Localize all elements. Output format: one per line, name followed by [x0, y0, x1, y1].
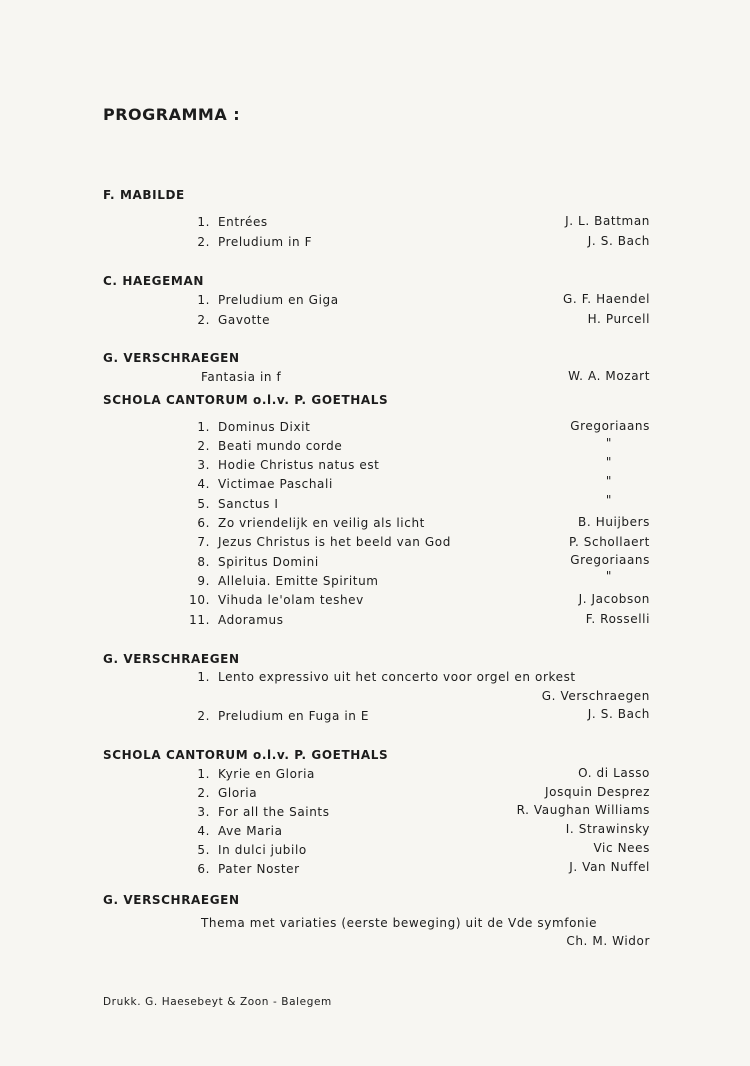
work-title: Ave Maria: [218, 824, 283, 838]
item-number: 8.: [197, 555, 210, 569]
ditto-mark: ": [605, 436, 612, 450]
work-title: Preludium in F: [218, 235, 313, 249]
performer-heading: SCHOLA CANTORUM o.l.v. P. GOETHALS: [103, 748, 389, 762]
composer-name: F. Rosselli: [585, 612, 650, 626]
work-title: Jezus Christus is het beeld van God: [218, 535, 451, 549]
composer-name: I. Strawinsky: [565, 822, 650, 836]
item-number: 2.: [197, 313, 210, 327]
item-number: 6.: [197, 516, 210, 530]
printer-credit: Drukk. G. Haesebeyt & Zoon - Balegem: [103, 996, 332, 1008]
composer-name: G. Verschraegen: [541, 689, 650, 703]
item-number: 5.: [197, 843, 210, 857]
ditto-mark: ": [605, 455, 612, 469]
composer-name: J. Jacobson: [578, 592, 650, 606]
composer-name: Josquin Desprez: [545, 785, 650, 799]
work-title: For all the Saints: [218, 805, 330, 819]
item-number: 10.: [189, 593, 210, 607]
item-number: 1.: [197, 293, 210, 307]
item-number: 1.: [197, 767, 210, 781]
work-title: Preludium en Giga: [218, 293, 339, 307]
composer-name: J. S. Bach: [587, 707, 650, 721]
composer-name: H. Purcell: [587, 312, 650, 326]
item-number: 3.: [197, 805, 210, 819]
composer-name: Vic Nees: [593, 841, 650, 855]
item-number: 11.: [189, 613, 210, 627]
composer-name: J. S. Bach: [587, 234, 650, 248]
item-number: 4.: [197, 824, 210, 838]
composer-name: J. L. Battman: [565, 214, 650, 228]
performer-heading: SCHOLA CANTORUM o.l.v. P. GOETHALS: [103, 393, 389, 407]
ditto-mark: ": [605, 569, 612, 583]
composer-name: P. Schollaert: [568, 535, 650, 549]
composer-name: Ch. M. Widor: [566, 934, 650, 948]
ditto-mark: ": [605, 474, 612, 488]
work-title: Lento expressivo uit het concerto voor orgel en orkest: [218, 670, 576, 684]
work-title: Gloria: [218, 786, 258, 800]
performer-heading: G. VERSCHRAEGEN: [103, 351, 240, 365]
performer-heading: G. VERSCHRAEGEN: [103, 652, 240, 666]
composer-name: R. Vaughan Williams: [516, 803, 650, 817]
composer-name: O. di Lasso: [578, 766, 650, 780]
item-number: 2.: [197, 439, 210, 453]
item-number: 1.: [197, 670, 210, 684]
composer-name: B. Huijbers: [578, 515, 650, 529]
item-number: 7.: [197, 535, 210, 549]
work-title: Zo vriendelijk en veilig als licht: [218, 516, 425, 530]
composer-name: Gregoriaans: [570, 553, 650, 567]
work-title: Thema met variaties (eerste beweging) uit de Vde symfonie: [201, 916, 598, 930]
work-title: Spiritus Domini: [218, 555, 319, 569]
composer-name: Gregoriaans: [570, 419, 650, 433]
ditto-mark: ": [605, 493, 612, 507]
item-number: 5.: [197, 497, 210, 511]
performer-heading: C. HAEGEMAN: [103, 274, 204, 288]
page-title: PROGRAMMA :: [103, 105, 241, 124]
performer-heading: F. MABILDE: [103, 188, 185, 202]
composer-name: J. Van Nuffel: [569, 860, 650, 874]
performer-heading: G. VERSCHRAEGEN: [103, 893, 240, 907]
work-title: Fantasia in f: [201, 370, 282, 384]
item-number: 1.: [197, 420, 210, 434]
work-title: Adoramus: [218, 613, 284, 627]
item-number: 4.: [197, 477, 210, 491]
work-title: Sanctus I: [218, 497, 279, 511]
work-title: Kyrie en Gloria: [218, 767, 315, 781]
work-title: Beati mundo corde: [218, 439, 343, 453]
item-number: 2.: [197, 235, 210, 249]
item-number: 6.: [197, 862, 210, 876]
item-number: 2.: [197, 786, 210, 800]
work-title: Preludium en Fuga in E: [218, 709, 370, 723]
work-title: Pater Noster: [218, 862, 300, 876]
work-title: Vihuda le'olam teshev: [218, 593, 364, 607]
work-title: Gavotte: [218, 313, 271, 327]
item-number: 1.: [197, 215, 210, 229]
item-number: 9.: [197, 574, 210, 588]
composer-name: W. A. Mozart: [568, 369, 650, 383]
work-title: In dulci jubilo: [218, 843, 307, 857]
work-title: Hodie Christus natus est: [218, 458, 380, 472]
item-number: 3.: [197, 458, 210, 472]
work-title: Entrées: [218, 215, 268, 229]
item-number: 2.: [197, 709, 210, 723]
work-title: Victimae Paschali: [218, 477, 333, 491]
work-title: Alleluia. Emitte Spiritum: [218, 574, 379, 588]
composer-name: G. F. Haendel: [562, 292, 650, 306]
work-title: Dominus Dixit: [218, 420, 311, 434]
